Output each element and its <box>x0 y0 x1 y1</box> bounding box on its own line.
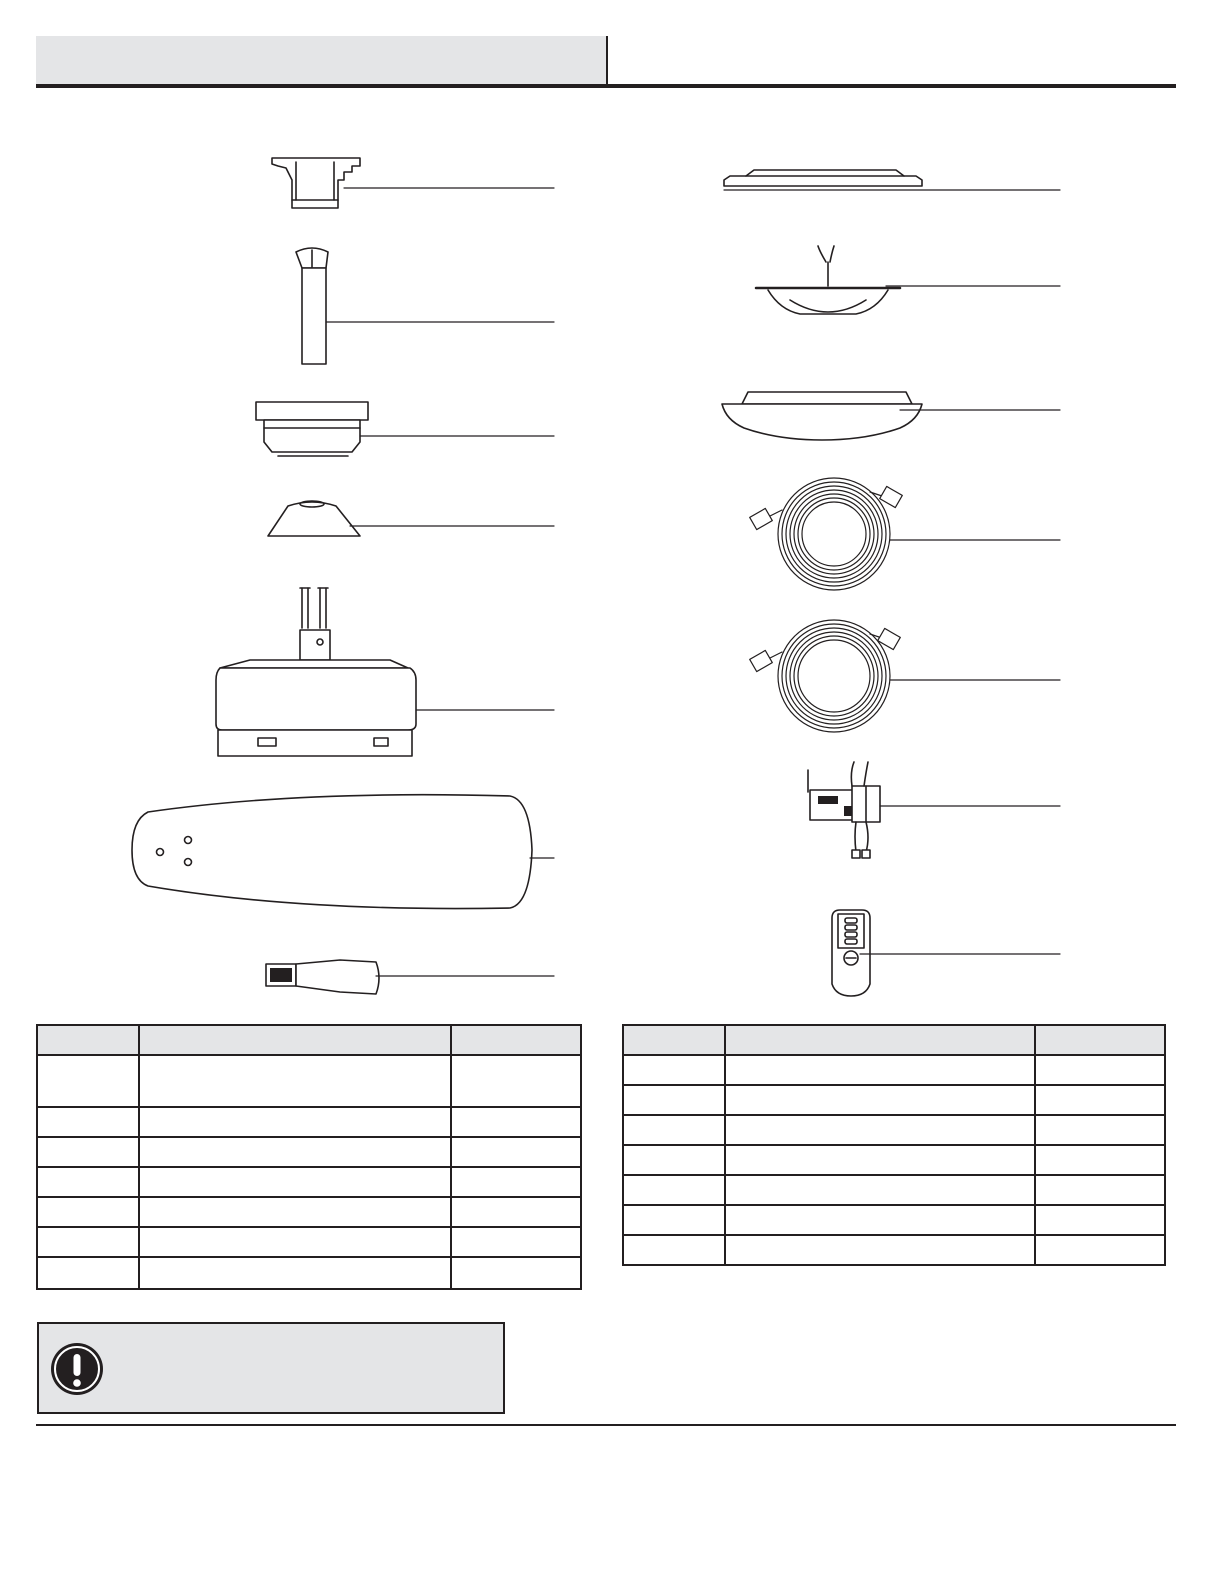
table-cell <box>451 1257 581 1289</box>
extension-cable-long-drawing <box>750 478 1060 590</box>
hanger-bracket-drawing <box>272 158 554 208</box>
table-cell <box>1035 1175 1165 1205</box>
table-header-cell <box>623 1025 725 1055</box>
table-cell <box>1035 1235 1165 1265</box>
table-header-cell <box>139 1025 451 1055</box>
table-row <box>623 1175 1165 1205</box>
table-header-row <box>37 1025 581 1055</box>
table-cell <box>623 1055 725 1085</box>
table-cell <box>37 1055 139 1107</box>
table-cell <box>451 1137 581 1167</box>
table-cell <box>37 1257 139 1289</box>
table-cell <box>623 1115 725 1145</box>
table-cell <box>725 1055 1035 1085</box>
table-cell <box>37 1137 139 1167</box>
table-cell <box>139 1227 451 1257</box>
table-cell <box>725 1235 1035 1265</box>
exclamation-icon <box>49 1341 105 1397</box>
table-row <box>623 1145 1165 1175</box>
blade-arm-drawing <box>266 960 554 994</box>
table-cell <box>139 1257 451 1289</box>
table-header-cell <box>725 1025 1035 1055</box>
table-cell <box>451 1227 581 1257</box>
table-cell <box>451 1107 581 1137</box>
table-row <box>623 1235 1165 1265</box>
table-cell <box>451 1197 581 1227</box>
table-cell <box>37 1197 139 1227</box>
remote-control-drawing <box>832 910 1060 996</box>
table-cell <box>37 1167 139 1197</box>
downrod-drawing <box>296 248 554 364</box>
table-row <box>623 1115 1165 1145</box>
canopy-drawing <box>256 402 554 456</box>
table-cell <box>451 1167 581 1197</box>
table-cell <box>725 1085 1035 1115</box>
light-cover-drawing <box>722 392 1060 440</box>
table-cell <box>451 1055 581 1107</box>
table-header-cell <box>451 1025 581 1055</box>
table-cell <box>1035 1115 1165 1145</box>
table-cell <box>37 1107 139 1137</box>
table-row <box>623 1205 1165 1235</box>
table-header-cell <box>1035 1025 1165 1055</box>
table-cell <box>725 1115 1035 1145</box>
parts-table-left <box>36 1024 582 1290</box>
receiver-drawing <box>808 762 1060 858</box>
table-row <box>37 1137 581 1167</box>
table-cell <box>623 1085 725 1115</box>
table-header-row <box>623 1025 1165 1055</box>
table-row <box>37 1197 581 1227</box>
table-cell <box>1035 1085 1165 1115</box>
table-cell <box>139 1107 451 1137</box>
table-cell <box>1035 1055 1165 1085</box>
table-row <box>623 1055 1165 1085</box>
table-cell <box>623 1235 725 1265</box>
extension-cable-short-drawing <box>750 620 1060 732</box>
blade-drawing <box>132 795 554 909</box>
footer-rule <box>36 1424 1176 1426</box>
table-row <box>37 1257 581 1289</box>
table-row <box>37 1055 581 1107</box>
table-cell <box>725 1175 1035 1205</box>
motor-assembly-drawing <box>216 588 554 756</box>
table-cell <box>623 1205 725 1235</box>
table-cell <box>623 1145 725 1175</box>
table-cell <box>37 1227 139 1257</box>
table-cell <box>725 1205 1035 1235</box>
table-cell <box>1035 1205 1165 1235</box>
table-cell <box>139 1055 451 1107</box>
table-row <box>37 1107 581 1137</box>
light-kit-drawing <box>756 246 1060 314</box>
table-cell <box>139 1167 451 1197</box>
table-cell <box>725 1145 1035 1175</box>
table-cell <box>1035 1145 1165 1175</box>
table-cell <box>139 1197 451 1227</box>
canopy-cover-drawing <box>268 501 554 536</box>
table-row <box>623 1085 1165 1115</box>
notice-box <box>37 1322 505 1414</box>
mounting-plate-drawing <box>724 170 1060 190</box>
table-header-cell <box>37 1025 139 1055</box>
table-row <box>37 1167 581 1197</box>
table-row <box>37 1227 581 1257</box>
parts-table-right <box>622 1024 1166 1266</box>
table-cell <box>139 1137 451 1167</box>
table-cell <box>623 1175 725 1205</box>
